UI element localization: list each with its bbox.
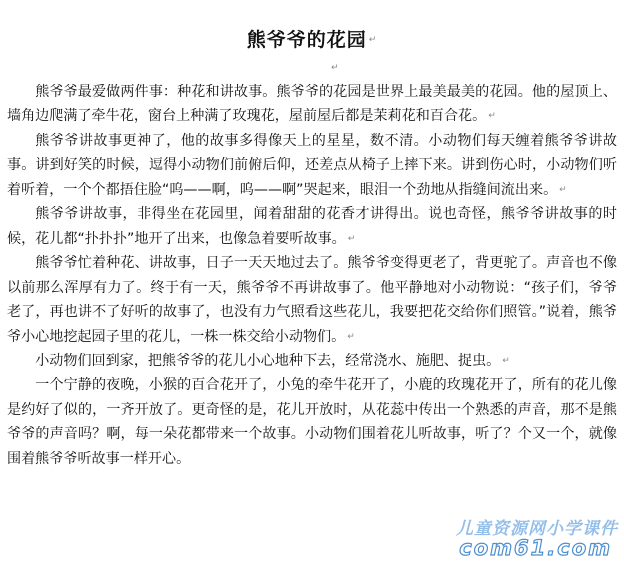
paragraph-mark-icon: ↵ [347,233,356,244]
document-title: 熊爷爷的花园 [246,29,367,51]
paragraph-mark-icon: ↵ [502,355,510,366]
paragraph: 熊爷爷最爱做两件事：种花和讲故事。熊爷爷的花园是世界上最美最美的花园。他的屋顶上、墙角边爬满了牵牛花，窗台上种满了玫瑰花，屋前屋后都是茉莉花和百合花。 ↵ [7,84,617,125]
paragraph: 熊爷爷讲故事，非得坐在花园里，闻着甜甜的花香才讲得出。说也奇怪，熊爷爷讲故事的时候，花儿都“扑扑扑”地开了出来，也像急着要听故事。 ↵ [7,206,617,247]
paragraph: 熊爷爷讲故事更神了，他的故事多得像天上的星星，数不清。小动物们每天缠着熊爷爷讲故事。讲到好笑的时候，逗得小动物们前俯后仰，还差点从椅子上摔下来。讲到伤心时，小动物们听着听着，一个个都捂住脸“呜——啊，呜——啊”哭起来，眼泪一个劲地从指缝间流出来。 ↵ [7,132,617,198]
paragraph: 小动物们回到家，把熊爷爷的花儿小心地种下去，经常浇水、施肥、捉虫。 ↵ [35,352,510,369]
document-body [7,80,617,471]
watermark-site-name: 儿童资源网小学课件 [456,519,618,539]
watermark [398,514,618,562]
paragraph-mark-icon: ↵ [331,63,339,73]
paragraph-mark-icon: ↵ [488,111,496,122]
paragraph-mark-icon: ↵ [559,184,567,195]
document-title-line [0,26,624,54]
watermark-domain: com61.com [459,536,612,560]
paragraph-mark-icon: ↵ [368,35,378,45]
paragraph: 熊爷爷忙着种花、讲故事，日子一天天地过去了。熊爷爷变得更老了，背更驼了。声音也不像以前那么浑厚有力了。终于有一天，熊爷爷不再讲故事了。他平静地对小动物说：“孩子们，爷爷老了，再也讲不了好听的故事了，也没有力气照看这些花儿，我要把花交给你们照管。”说着，熊爷爷小心地挖起园子里的花儿，一株一株交给小动物们。 ↵ [7,255,617,345]
paragraph: 一个宁静的夜晚，小猴的百合花开了，小兔的牵牛花开了，小鹿的玫瑰花开了，所有的花儿像是约好了似的，一齐开放了。更奇怪的是，花儿开放时，从花蕊中传出一个熟悉的声音，那不是熊爷爷的声音吗？啊，每一朵花都带来一个故事。小动物们围着花儿听故事，听了？个又一个，就像围着熊爷爷听故事一样开心。 [7,377,617,467]
paragraph-mark-icon: ↵ [347,331,355,342]
